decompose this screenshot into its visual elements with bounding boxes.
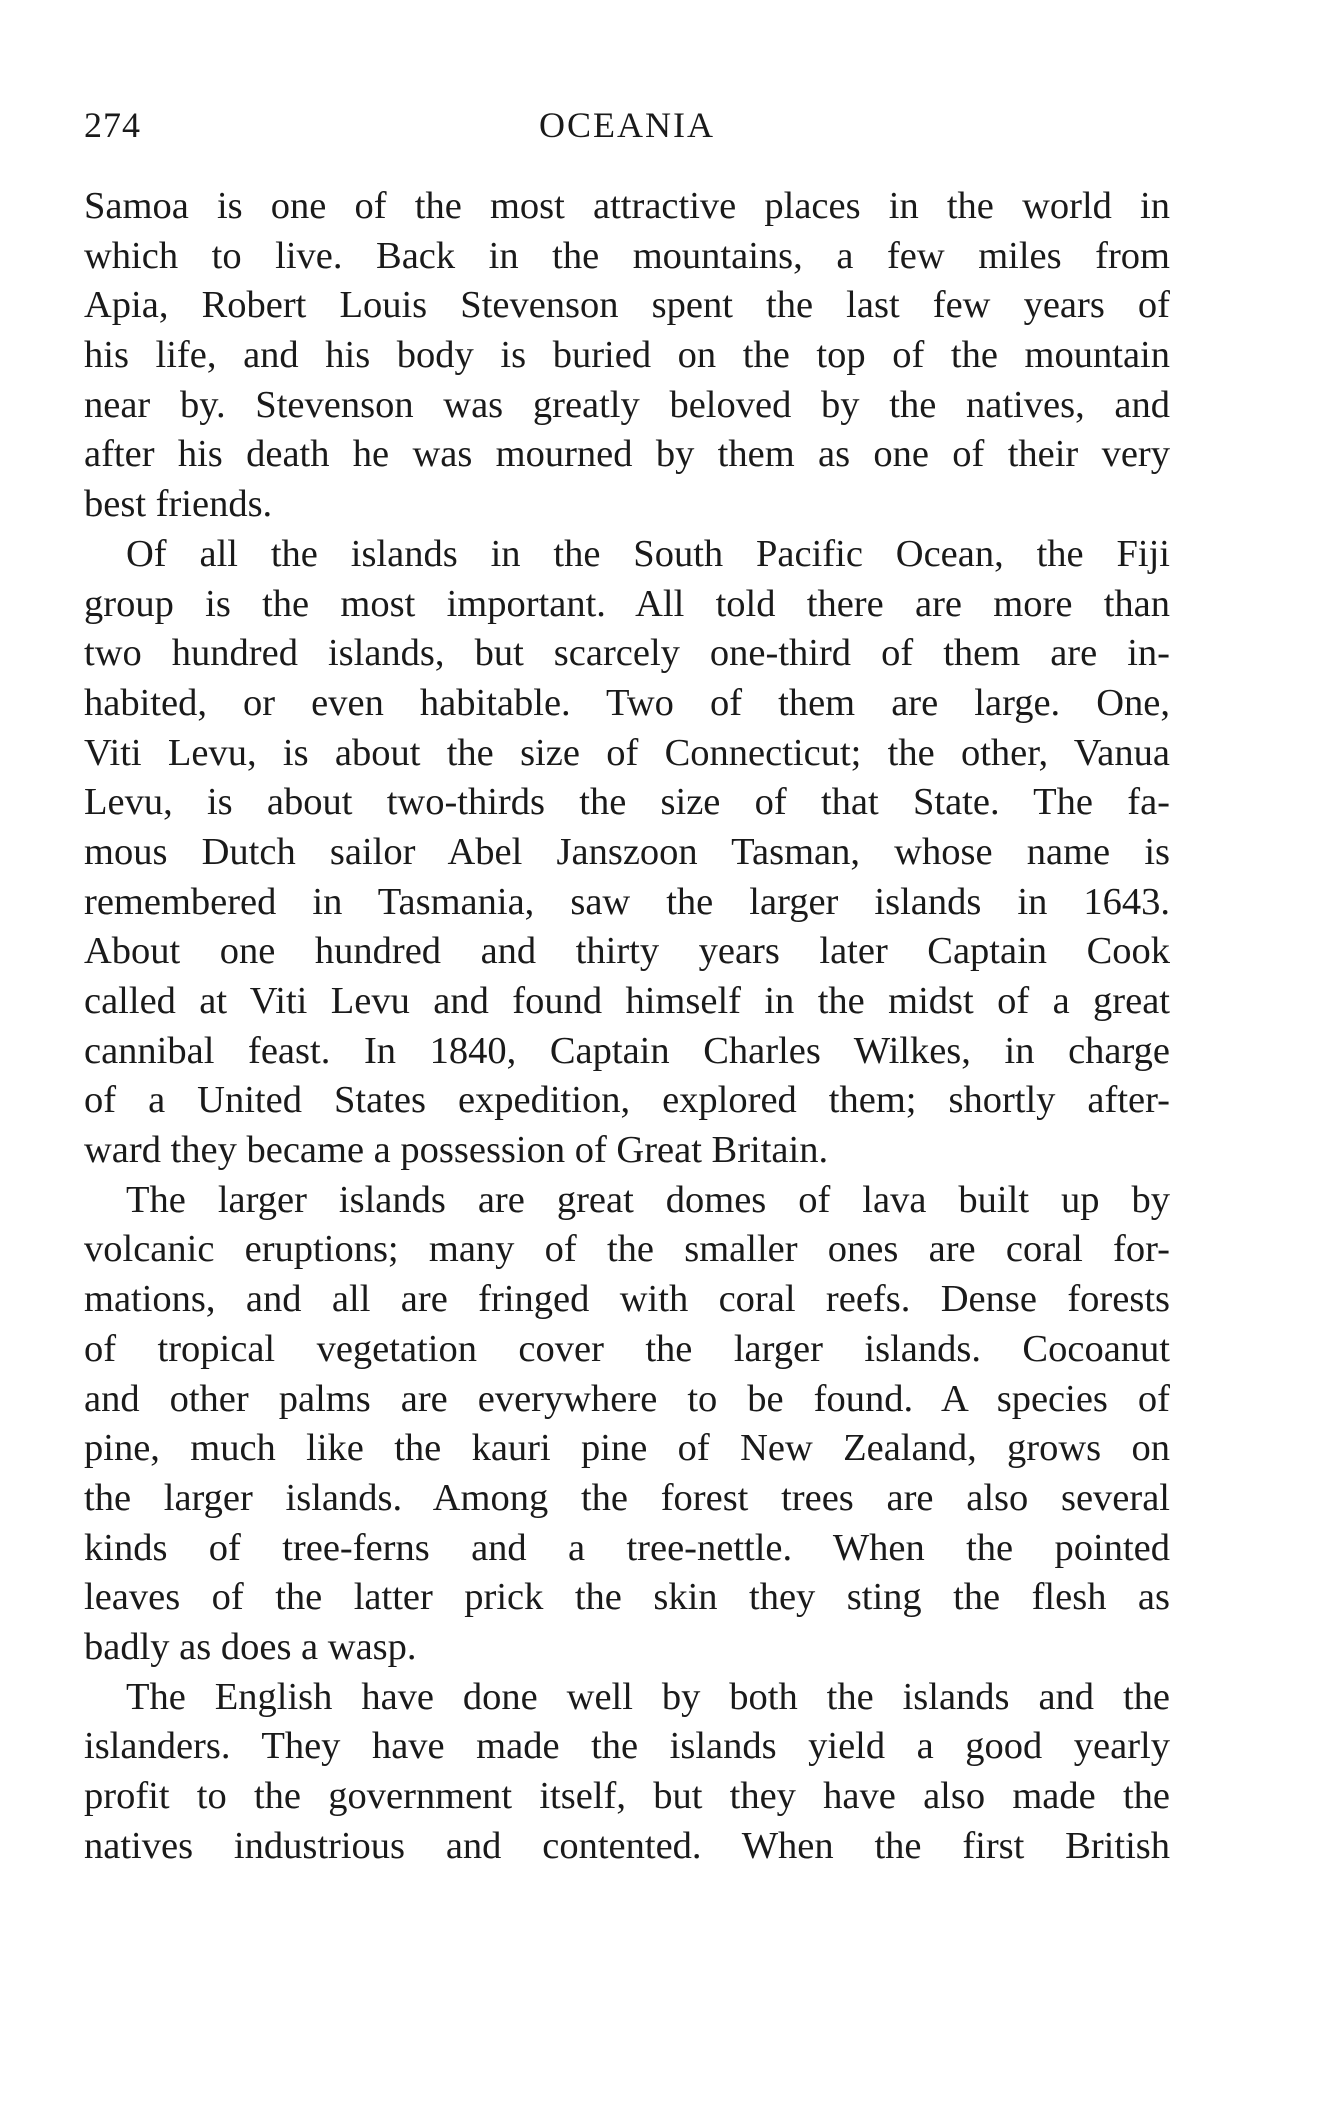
text-line: mous Dutch sailor Abel Janszoon Tasman, whose name is	[84, 830, 1170, 873]
paragraph-vegetation	[84, 1176, 1170, 1673]
text-line: his life, and his body is buried on the top of the mountain	[84, 334, 1170, 377]
text-line: Levu, is about two-thirds the size of that State. The fa-	[84, 781, 1170, 824]
page-header	[84, 104, 1170, 144]
text-line: called at Viti Levu and found himself in the midst of a great	[84, 980, 1170, 1022]
text-line: islanders. They have made the islands yield a good yearly	[84, 1725, 1170, 1768]
text-line: and other palms are everywhere to be found. A species of	[84, 1377, 1170, 1420]
text-line: cannibal feast. In 1840, Captain Charles Wilkes, in charge	[84, 1029, 1170, 1072]
text-line: The larger islands are great domes of lava built up by	[126, 1178, 1170, 1221]
text-line: The English have done well by both the islands and the	[126, 1675, 1170, 1718]
text-line: remembered in Tasmania, saw the larger islands in 1643.	[84, 880, 1170, 923]
text-line: which to live. Back in the mountains, a few miles from	[84, 234, 1170, 277]
text-line: kinds of tree-ferns and a tree-nettle. When the pointed	[84, 1526, 1170, 1569]
text-line: Samoa is one of the most attractive places in the world in	[84, 185, 1170, 227]
paragraph-samoa	[84, 182, 1170, 530]
text-line: the larger islands. Among the forest trees are also several	[84, 1476, 1170, 1519]
text-line: best friends.	[84, 483, 273, 526]
text-line: mations, and all are fringed with coral reefs. Dense forests	[84, 1278, 1170, 1321]
text-line: natives industrious and contented. When the first British	[84, 1824, 1170, 1867]
page-number: 274	[84, 105, 141, 145]
body-text	[84, 182, 1170, 1871]
text-line: pine, much like the kauri pine of New Zealand, grows on	[84, 1427, 1170, 1470]
text-line: habited, or even habitable. Two of them are large. One,	[84, 681, 1170, 724]
text-line: ward they became a possession of Great Britain.	[84, 1129, 829, 1172]
text-line: Viti Levu, is about the size of Connecticut; the other, Vanua	[84, 731, 1170, 774]
text-line: About one hundred and thirty years later Captain Cook	[84, 930, 1170, 973]
text-line: group is the most important. All told there are more than	[84, 582, 1170, 625]
text-line: two hundred islands, but scarcely one-third of them are in-	[84, 632, 1170, 675]
paragraph-english	[84, 1673, 1170, 1872]
text-line: Of all the islands in the South Pacific Ocean, the Fiji	[126, 532, 1170, 575]
text-line: Apia, Robert Louis Stevenson spent the last few years of	[84, 284, 1170, 327]
text-line: volcanic eruptions; many of the smaller ones are coral for-	[84, 1228, 1170, 1271]
text-line: badly as does a wasp.	[84, 1625, 417, 1668]
text-line: of a United States expedition, explored them; shortly after-	[84, 1079, 1170, 1122]
running-title: OCEANIA	[539, 105, 715, 145]
text-line: of tropical vegetation cover the larger islands. Cocoanut	[84, 1327, 1170, 1370]
paragraph-fiji	[84, 530, 1170, 1176]
text-line: after his death he was mourned by them as one of their very	[84, 433, 1170, 476]
text-line: profit to the government itself, but they have also made the	[84, 1775, 1170, 1817]
text-line: near by. Stevenson was greatly beloved by the natives, and	[84, 383, 1170, 426]
text-line: leaves of the latter prick the skin they sting the flesh as	[84, 1576, 1170, 1619]
